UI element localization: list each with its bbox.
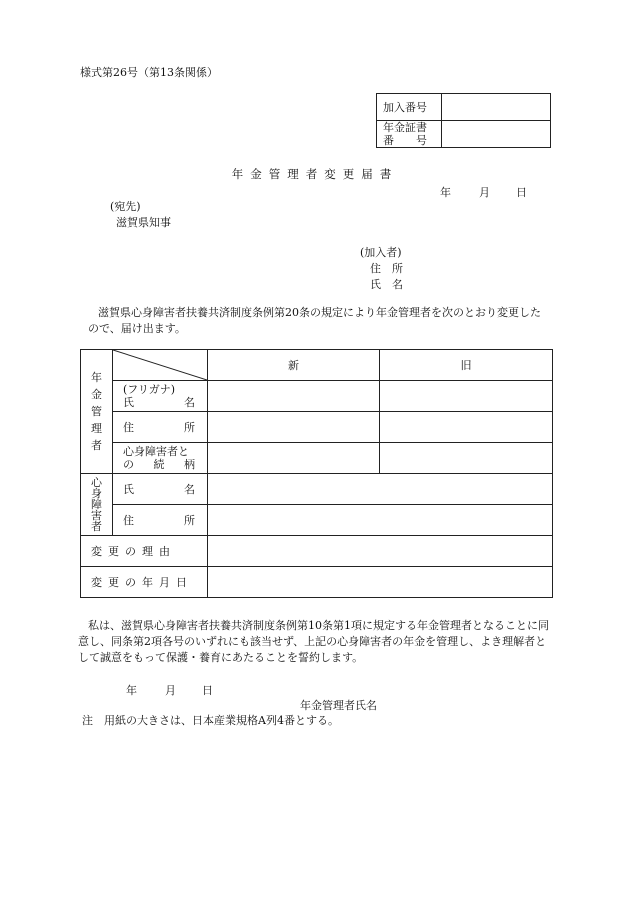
intro-paragraph: 滋賀県心身障害者扶養共済制度条例第20条の規定により年金管理者を次のとおり変更したので、届け出ます。: [88, 306, 541, 335]
relation-char: 柄: [184, 458, 195, 471]
group-char: 者: [91, 520, 102, 533]
change-date-field[interactable]: [208, 567, 553, 598]
addr-char-1: 住: [123, 514, 134, 527]
disabled-name-label: [113, 474, 208, 505]
addr-char-1: 住: [123, 421, 134, 434]
disabled-address-field[interactable]: [208, 505, 553, 536]
diagonal-line: [113, 350, 207, 380]
submitter-label: (加入者): [360, 246, 402, 259]
change-table: [80, 349, 553, 598]
relation-label-line1: 心身障害者と: [123, 445, 189, 458]
reason-label: 変更の理由: [81, 536, 208, 567]
change-date-label: 変更の年月日: [81, 567, 208, 598]
manager-address-new-field[interactable]: [208, 412, 380, 443]
reason-field[interactable]: [208, 536, 553, 567]
relation-char: 続: [153, 458, 165, 471]
name-char-2: 名: [184, 396, 195, 409]
addr-char-2: 所: [184, 421, 195, 434]
column-header-old: 旧: [380, 350, 553, 381]
relation-char: の: [123, 458, 134, 471]
name-char-1: 氏: [123, 483, 134, 496]
pension-certificate-label-line2: 番 号: [383, 134, 427, 147]
pension-certificate-label-line1: 年金証書: [383, 121, 427, 134]
date-day: 日: [516, 186, 527, 199]
paper-size-note: 注 用紙の大きさは、日本産業規格A列4番とする。: [82, 714, 339, 727]
group-char: 身: [91, 487, 102, 500]
addressee-name: 滋賀県知事: [116, 216, 171, 229]
addressee-prefix: (宛先): [110, 200, 141, 213]
name-char-1: 氏: [123, 396, 134, 409]
pension-certificate-field[interactable]: [442, 121, 551, 148]
pension-certificate-label: [377, 121, 442, 148]
oath-date-year: 年: [126, 684, 137, 697]
disabled-address-label: [113, 505, 208, 536]
manager-address-label: [113, 412, 208, 443]
submitter-name-label: 氏 名: [370, 278, 403, 291]
group-char: 障: [91, 498, 102, 511]
relation-new-field[interactable]: [208, 443, 380, 474]
oath-paragraph: 私は、滋賀県心身障害者扶養共済制度条例第10条第1項に規定する年金管理者となることに同意し、同条第2項各号のいずれにも該当せず、上記の心身障害者の年金を管理し、よき理解者として誠意をもって保護・養育にあたることを誓約します。: [78, 619, 549, 664]
date-month: 月: [479, 186, 490, 199]
disabled-person-group-label: [81, 474, 113, 536]
oath-date-month: 月: [165, 684, 176, 697]
manager-group-label: [81, 350, 113, 474]
submitter-address-label: 住 所: [370, 262, 403, 275]
submission-date: [440, 184, 527, 200]
manager-name-label: [113, 381, 208, 412]
group-char: 年: [91, 371, 102, 384]
group-char: 管: [91, 405, 102, 418]
group-char: 害: [91, 509, 102, 522]
group-char: 金: [91, 388, 102, 401]
group-char: 者: [91, 439, 102, 452]
form-number: 様式第26号（第13条関係）: [80, 66, 218, 79]
addr-char-2: 所: [184, 514, 195, 527]
relation-old-field[interactable]: [380, 443, 553, 474]
manager-address-old-field[interactable]: [380, 412, 553, 443]
furigana-label: (フリガナ): [123, 383, 176, 396]
group-char: 心: [91, 476, 102, 489]
diagonal-header-cell: [113, 350, 208, 381]
disabled-name-field[interactable]: [208, 474, 553, 505]
relation-label: [113, 443, 208, 474]
manager-name-new-field[interactable]: [208, 381, 380, 412]
name-char-2: 名: [184, 483, 195, 496]
group-char: 理: [91, 422, 102, 435]
date-year: 年: [440, 186, 451, 199]
manager-name-old-field[interactable]: [380, 381, 553, 412]
document-title: 年金管理者変更届書: [231, 167, 399, 181]
membership-number-field[interactable]: [442, 94, 551, 121]
column-header-new: 新: [208, 350, 380, 381]
oath-date-day: 日: [202, 684, 213, 697]
manager-signature-label: 年金管理者氏名: [300, 699, 377, 712]
membership-number-label: 加入番号: [377, 94, 442, 121]
oath-date: [126, 682, 213, 698]
number-table: [376, 93, 551, 148]
